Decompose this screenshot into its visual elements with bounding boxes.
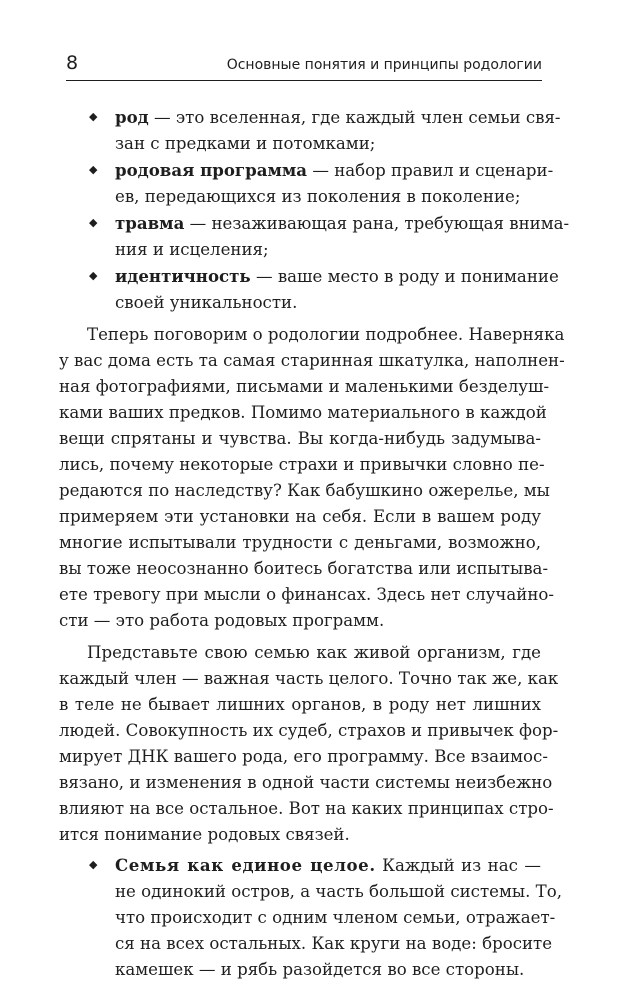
page-number: 8 [66,52,79,74]
list-item-second-line: зан с предками и потомками; [115,134,376,153]
paragraph-line: ете тревогу при мысли о финансах. Здесь нет случайно- [59,585,554,604]
paragraph-line: Представьте свою семью как живой организм, где [87,643,541,662]
list-item-first-line: ◆ идентичность — ваше место в роду и понимание [87,263,541,290]
list-item-line: камешек — и рябь разойдется во все стороны. [115,960,525,979]
principles-list [87,852,562,983]
term: родовая программа [115,160,308,180]
paragraph-line: ками ваших предков. Помимо материального в каждой [59,403,547,422]
paragraph-line: ная фотографиями, письмами и маленькими безделуш- [59,377,550,396]
paragraph-line: ится понимание родовых связей. [59,825,350,844]
list-item-first-line: ◆ травма — незаживающая рана, требующая внима- [87,210,541,237]
list-item-second-line: своей уникальности. [115,293,298,312]
paragraph [59,322,565,634]
list-item-first-line: ◆ род — это вселенная, где каждый член семьи свя- [87,104,541,131]
bullet-diamond-icon: ◆ [89,269,98,282]
paragraph-line: многие испытывали трудности с деньгами, возможно, [59,533,541,552]
paragraph-line: вещи спрятаны и чувства. Вы когда-нибудь задумыва- [59,429,541,448]
list-item-line: что происходит с одним членом семьи, отражает- [115,908,556,927]
paragraph [59,640,559,848]
paragraph-line: сти — это работа родовых программ. [59,611,385,630]
paragraph-line: влияют на все остальное. Вот на каких принципах стро- [59,799,554,818]
list-item-first-line: ◆ родовая программа — набор правил и сценари- [87,157,541,184]
bullet-diamond-icon: ◆ [89,163,98,176]
term: травма [115,213,185,233]
running-title: Основные понятия и принципы родологии [226,57,542,73]
term: род [115,107,149,127]
term: Семья как единое целое. [115,855,376,875]
paragraph-line: редаются по наследству? Как бабушкино ожерелье, мы [59,481,550,500]
paragraph-line: примеряем эти установки на себя. Если в вашем роду [59,507,541,526]
list-item-first-line: ◆ Семья как единое целое. Каждый из нас — [87,852,541,879]
paragraph-line: вы тоже неосознанно боитесь богатства или испытыва- [59,559,549,578]
paragraph-line: Теперь поговорим о родологии подробнее. Наверняка [87,325,565,344]
paragraph-line: мирует ДНК вашего рода, его программу. Все взаимос- [59,747,548,766]
bullet-diamond-icon: ◆ [89,216,98,229]
bullet-diamond-icon: ◆ [89,858,98,871]
term: идентичность [115,266,251,286]
paragraph-line: в теле не бывает лишних органов, в роду нет лишних [59,695,541,714]
list-item-second-line: ния и исцеления; [115,240,269,259]
page-header [66,50,542,81]
paragraph-line: у вас дома есть та самая старинная шкатулка, наполнен- [59,351,565,370]
list-item-line: не одинокий остров, а часть большой системы. То, [115,882,562,901]
list-item-second-line: ев, передающихся из поколения в поколение; [115,187,521,206]
definitions-list [87,104,570,316]
paragraph-line: лись, почему некоторые страхи и привычки словно пе- [59,455,545,474]
body-text [59,104,570,983]
paragraph-line: людей. Совокупность их судеб, страхов и привычек фор- [59,721,559,740]
list-item-line: ся на всех остальных. Как круги на воде: бросите [115,934,553,953]
bullet-diamond-icon: ◆ [89,110,98,123]
paragraph-line: каждый член — важная часть целого. Точно так же, как [59,669,559,688]
paragraph-line: вязано, и изменения в одной части системы неизбежно [59,773,553,792]
